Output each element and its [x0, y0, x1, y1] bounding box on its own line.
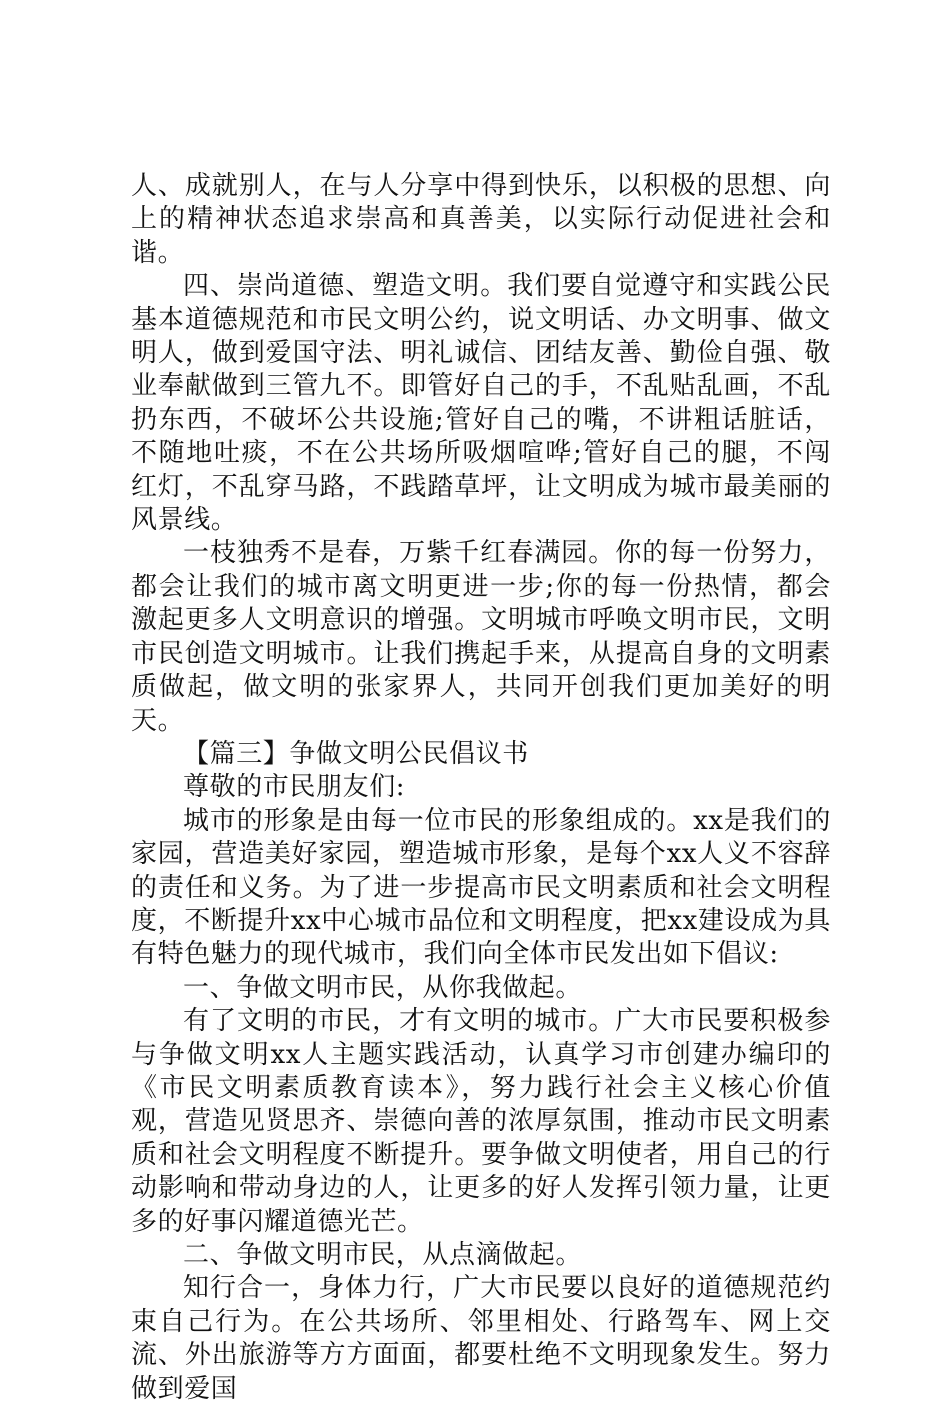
point-two-heading: 二、争做文明市民，从点滴做起。 [183, 1240, 583, 1270]
document-body [131, 170, 831, 1406]
paragraph-closing: 一枝独秀不是春，万紫千红春满园。你的每一份努力，都会让我们的城市离文明更进一步;你的每一份热情，都会激起更多人文明意识的增强。文明城市呼唤文明市民，文明市民创造文明城市。让我们携起手来，从提高自身的文明素质做起，做文明的张家界人，共同开创我们更加美好的明天。 [131, 538, 831, 736]
salutation: 尊敬的市民朋友们: [183, 772, 406, 803]
paragraph-point-four: 四、崇尚道德、塑造文明。我们要自觉遵守和实践公民基本道德规范和市民文明公约，说文明话、办文明事、做文明人，做到爱国守法、明礼诚信、团结友善、勤俭自强、敬业奉献做到三管九不。即管好自己的手，不乱贴乱画，不乱扔东西，不破坏公共设施;管好自己的嘴，不讲粗话脏话，不随地吐痰，不在公共场所吸烟喧哗;管好自己的腿，不闯红灯，不乱穿马路，不践踏草坪，让文明成为城市最美丽的风景线。 [131, 271, 831, 536]
paragraph-intro: 城市的形象是由每一位市民的形象组成的。xx是我们的家园，营造美好家园，塑造城市形象，是每个xx人义不容辞的责任和义务。为了进一步提高市民文明素质和社会文明程度，不断提升xx中心城市品位和文明程度，把xx建设成为具有特色魅力的现代城市，我们向全体市民发出如下倡议: [131, 805, 831, 970]
section-heading: 【篇三】争做文明公民倡议书 [183, 738, 529, 769]
point-one-heading: 一、争做文明市民，从你我做起。 [183, 972, 583, 1003]
paragraph-point-one: 有了文明的市民，才有文明的城市。广大市民要积极参与争做文明xx人主题实践活动，认真学习市创建办编印的《市民文明素质教育读本》，努力践行社会主义核心价值观，营造见贤思齐、崇德向善的浓厚氛围，推动市民文明素质和社会文明程度不断提升。要争做文明使者，用自己的行动影响和带动身边的人，让更多的好人发挥引领力量，让更多的好事闪耀道德光芒。 [131, 1006, 831, 1237]
paragraph-point-two: 知行合一，身体力行，广大市民要以良好的道德规范约束自己行为。在公共场所、邻里相处、行路驾车、网上交流、外出旅游等方方面面，都要杜绝不文明现象发生。努力做到爱国 [131, 1273, 831, 1404]
paragraph-continuation: 人、成就别人，在与人分享中得到快乐，以积极的思想、向上的精神状态追求崇高和真善美，以实际行动促进社会和谐。 [131, 171, 831, 268]
